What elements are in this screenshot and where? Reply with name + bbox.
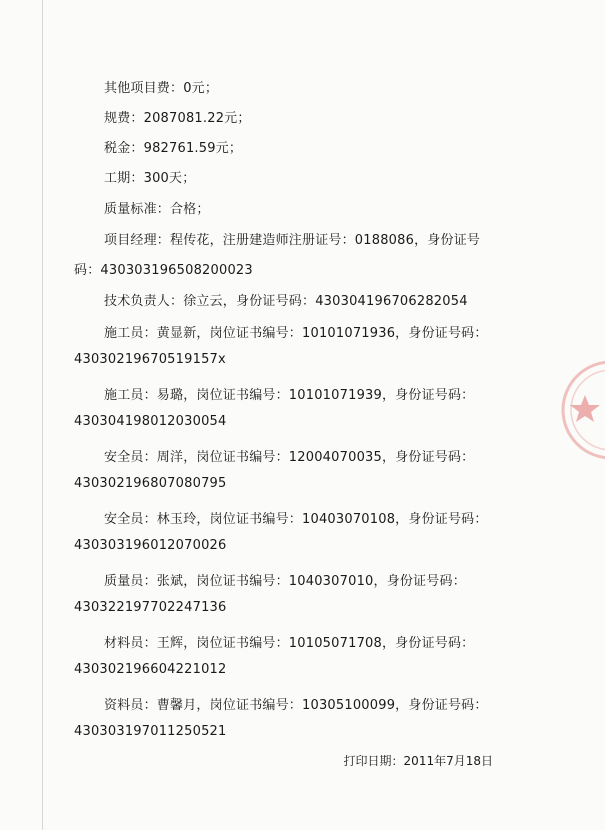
documentation-officer-id: 430303197011250521 — [74, 724, 227, 739]
red-stamp-fragment — [543, 355, 605, 465]
documentation-officer: 资料员：曹馨月，岗位证书编号：10305100099，身份证号码： — [104, 698, 488, 713]
materials-officer: 材料员：王辉，岗位证书编号：10105071708，身份证号码： — [104, 636, 475, 651]
quality-standard: 质量标准：合格； — [104, 202, 210, 217]
page-fold-line — [42, 0, 43, 830]
construction-staff-1: 施工员：黄显新，岗位证书编号：10101071936，身份证号码： — [104, 326, 488, 341]
construction-staff-1-id: 43030219670519157x — [74, 352, 226, 367]
safety-officer-1: 安全员：周洋，岗位证书编号：12004070035，身份证号码： — [104, 450, 475, 465]
print-date: 打印日期：2011年7月18日 — [343, 754, 493, 768]
safety-officer-1-id: 430302196807080795 — [74, 476, 227, 491]
project-manager: 项目经理：程传花，注册建造师注册证号：0188086，身份证号 — [104, 233, 481, 248]
technical-lead: 技术负责人：徐立云，身份证号码：430304196706282054 — [104, 294, 468, 309]
safety-officer-2-id: 430303196012070026 — [74, 538, 227, 553]
construction-staff-2: 施工员：易璐，岗位证书编号：10101071939，身份证号码： — [104, 388, 475, 403]
tax: 税金：982761.59元； — [104, 141, 243, 156]
quality-officer: 质量员：张斌，岗位证书编号：1040307010，身份证号码： — [104, 574, 466, 589]
construction-staff-2-id: 430304198012030054 — [74, 414, 227, 429]
materials-officer-id: 430302196604221012 — [74, 662, 227, 677]
project-manager-id: 码：430303196508200023 — [74, 263, 253, 278]
safety-officer-2: 安全员：林玉玲，岗位证书编号：10403070108，身份证号码： — [104, 512, 488, 527]
quality-officer-id: 430322197702247136 — [74, 600, 227, 615]
other-items-fee: 其他项目费：0元； — [104, 81, 219, 96]
duration: 工期：300天； — [104, 171, 196, 186]
regulatory-fee: 规费：2087081.22元； — [104, 111, 251, 126]
